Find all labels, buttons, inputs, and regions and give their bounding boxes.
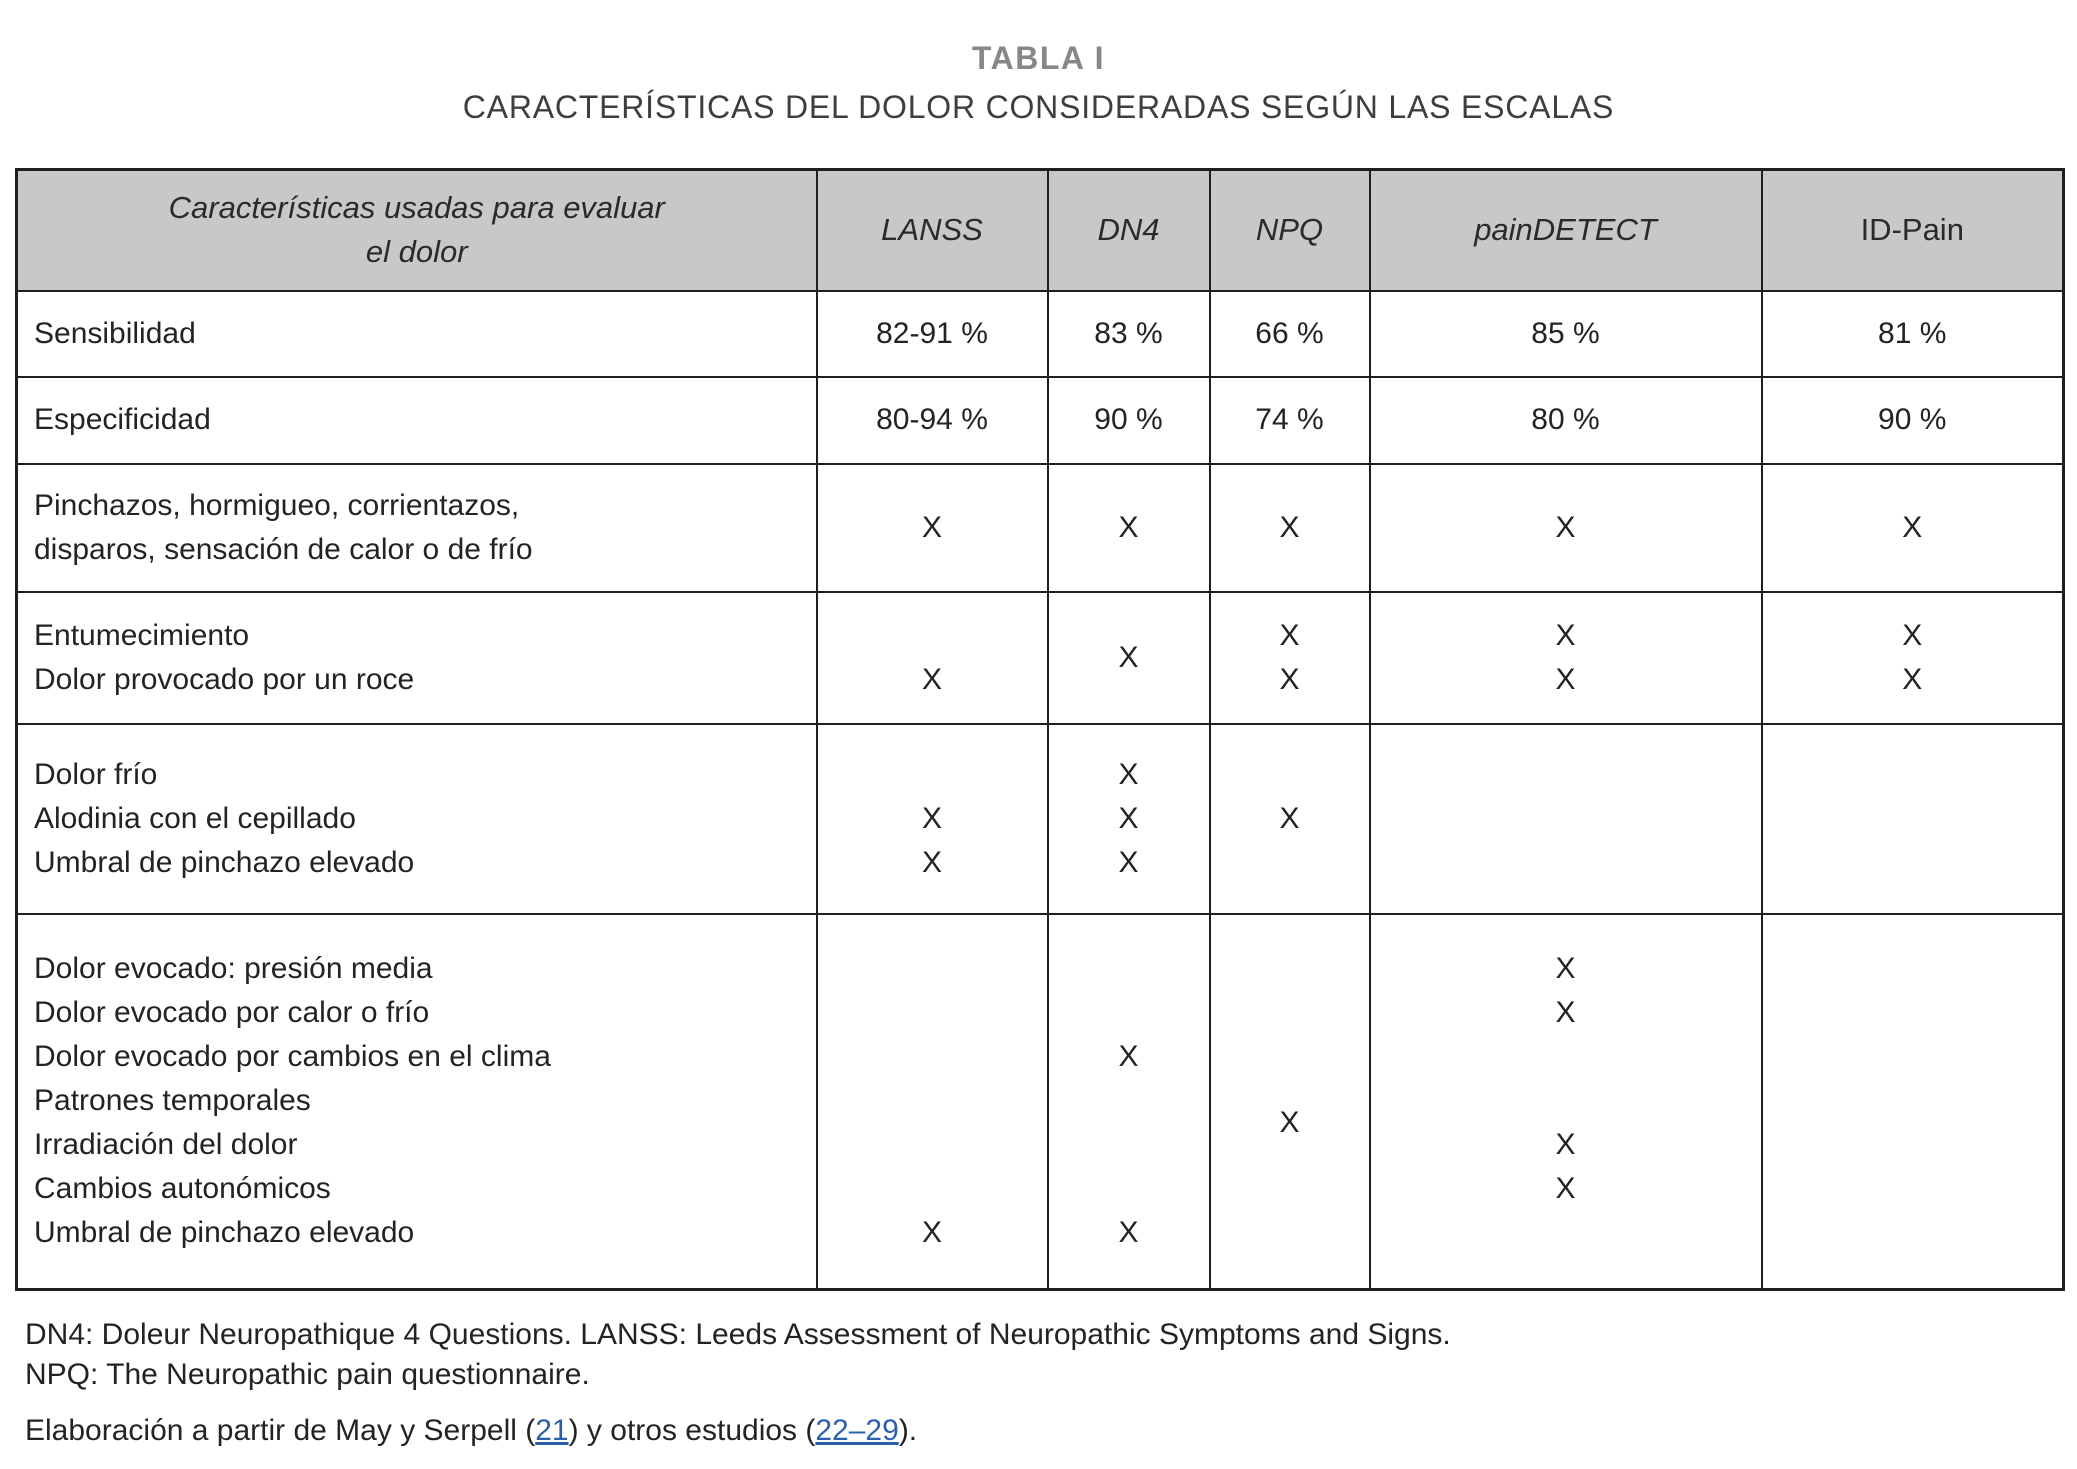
mark-line: X	[1555, 618, 1576, 652]
table-title: CARACTERÍSTICAS DEL DOLOR CONSIDERADAS SEGÚN LAS ESCALAS	[462, 89, 1615, 125]
row-label-line: disparos, sensación de calor o de frío	[34, 532, 533, 566]
mark-line	[1763, 1079, 2063, 1123]
mark-line	[1763, 753, 2063, 797]
mark-line	[818, 991, 1047, 1035]
mark-line	[1763, 947, 2063, 991]
row-label	[17, 914, 817, 1290]
row-label-line: Dolor frío	[34, 757, 158, 791]
mark-line: X	[1279, 662, 1300, 696]
mark-line	[1049, 947, 1209, 991]
mark-line	[818, 753, 1047, 797]
mark-line	[1763, 841, 2063, 885]
row-label-line: Pinchazos, hormigueo, corrientazos,	[34, 488, 520, 522]
row-label-line: Dolor provocado por un roce	[34, 662, 415, 696]
mark-line	[1763, 797, 2063, 841]
mark-line	[1371, 1079, 1761, 1123]
mark-line	[1049, 1079, 1209, 1123]
mark-line: X	[1118, 1216, 1139, 1250]
mark-line: X	[1279, 801, 1300, 835]
mark-line: X	[1555, 996, 1576, 1030]
table-row	[17, 592, 2064, 724]
scale-marks-cell	[1210, 724, 1370, 914]
scale-value-cell: 90 %	[1048, 377, 1210, 464]
scale-value-cell: X	[1210, 464, 1370, 592]
title-block	[15, 40, 2062, 126]
row-label	[17, 464, 817, 592]
footnote-source-mid: ) y otros estudios (	[568, 1414, 816, 1447]
mark-line: X	[1118, 845, 1139, 879]
mark-line	[1049, 1167, 1209, 1211]
column-header-caracteristicas	[17, 170, 817, 291]
row-label-line: Entumecimiento	[34, 618, 250, 652]
scale-value-cell: X	[1370, 464, 1762, 592]
table-row	[17, 724, 2064, 914]
scale-marks-cell	[1762, 724, 2064, 914]
scale-value-cell: 83 %	[1048, 291, 1210, 377]
citation-link-22-29[interactable]: 22–29	[815, 1414, 899, 1447]
mark-line	[818, 1123, 1047, 1167]
mark-line: X	[921, 845, 942, 879]
mark-line: X	[1118, 801, 1139, 835]
scale-marks-cell	[1370, 914, 1762, 1290]
mark-line	[818, 947, 1047, 991]
footnote-source	[25, 1411, 2062, 1451]
scale-value-cell: 82-91 %	[817, 291, 1048, 377]
mark-line	[1211, 991, 1369, 1035]
scale-value-cell: 74 %	[1210, 377, 1370, 464]
row-label-line: Patrones temporales	[34, 1084, 311, 1118]
mark-line: X	[1118, 757, 1139, 791]
header-row	[17, 170, 2064, 291]
column-header-dn4: DN4	[1048, 170, 1210, 291]
citation-link-21[interactable]: 21	[535, 1414, 569, 1447]
row-label	[17, 724, 817, 914]
table-number: TABLA I	[971, 40, 1106, 76]
mark-line: X	[921, 801, 942, 835]
scale-marks-cell	[817, 914, 1048, 1290]
mark-line: X	[1118, 1040, 1139, 1074]
mark-line	[1763, 1167, 2063, 1211]
scale-value-cell: 80-94 %	[817, 377, 1048, 464]
column-header-npq: NPQ	[1210, 170, 1370, 291]
footnote-source-suffix: ).	[898, 1414, 918, 1447]
row-label	[17, 377, 817, 464]
mark-line	[1371, 1035, 1761, 1079]
row-label-line: Especificidad	[34, 403, 211, 436]
scale-marks-cell	[1762, 914, 2064, 1290]
row-label	[17, 291, 817, 377]
mark-line	[1371, 753, 1761, 797]
column-header-line: Características usadas para evaluar	[168, 190, 665, 226]
scale-marks-cell	[1762, 592, 2064, 724]
mark-line: X	[1555, 1172, 1576, 1206]
column-header-line: el dolor	[365, 234, 468, 270]
row-label-line: Alodinia con el cepillado	[34, 801, 356, 835]
scale-value-cell: 81 %	[1762, 291, 2064, 377]
scale-value-cell: X	[1762, 464, 2064, 592]
mark-line	[1211, 947, 1369, 991]
scale-value-cell: 90 %	[1762, 377, 2064, 464]
mark-line	[1371, 797, 1761, 841]
mark-line: X	[1279, 618, 1300, 652]
row-label-line: Umbral de pinchazo elevado	[34, 845, 415, 879]
mark-line	[1763, 1123, 2063, 1167]
mark-line: X	[1555, 662, 1576, 696]
scale-value-cell: X	[1048, 592, 1210, 724]
mark-line: X	[1555, 952, 1576, 986]
mark-line	[818, 1035, 1047, 1079]
row-label-line: Sensibilidad	[34, 316, 196, 350]
mark-line	[818, 1167, 1047, 1211]
scale-marks-cell	[1048, 724, 1210, 914]
row-label-line: Cambios autonómicos	[34, 1172, 331, 1206]
scale-value-cell: X	[817, 464, 1048, 592]
mark-line	[1763, 1035, 2063, 1079]
scale-marks-cell	[1048, 914, 1210, 1290]
footnote-source-prefix: Elaboración a partir de May y Serpell (	[25, 1414, 536, 1447]
mark-line	[1211, 1167, 1369, 1211]
mark-line	[1371, 841, 1761, 885]
scale-marks-cell	[1370, 724, 1762, 914]
table-row	[17, 464, 2064, 592]
table-row	[17, 377, 2064, 464]
row-label-line: Dolor evocado: presión media	[34, 952, 433, 986]
mark-line	[1211, 753, 1369, 797]
mark-line	[1763, 1211, 2063, 1255]
mark-line	[1763, 991, 2063, 1035]
footnote-abbreviations-dn4-lanss: DN4: Doleur Neuropathique 4 Questions. LANSS: Leeds Assessment of Neuropathic Symptoms and Signs.	[25, 1318, 1451, 1351]
scale-marks-cell	[1210, 914, 1370, 1290]
scale-marks-cell	[817, 724, 1048, 914]
mark-line: X	[921, 662, 942, 696]
mark-line	[818, 614, 1047, 658]
mark-line	[1211, 841, 1369, 885]
table-row	[17, 291, 2064, 377]
mark-line: X	[921, 1216, 942, 1250]
mark-line: X	[1279, 1106, 1300, 1140]
row-label-line: Irradiación del dolor	[34, 1128, 298, 1162]
scale-marks-cell	[1370, 592, 1762, 724]
row-label-line: Dolor evocado por calor o frío	[34, 996, 430, 1030]
mark-line: X	[1902, 662, 1923, 696]
table-row	[17, 914, 2064, 1290]
row-label-line: Dolor evocado por cambios en el clima	[34, 1040, 551, 1074]
footnote-abbreviation-npq: NPQ: The Neuropathic pain questionnaire.	[25, 1358, 590, 1391]
mark-line	[1049, 1123, 1209, 1167]
mark-line	[818, 1079, 1047, 1123]
column-header-paindetect: painDETECT	[1370, 170, 1762, 291]
row-label	[17, 592, 817, 724]
scale-marks-cell	[817, 592, 1048, 724]
mark-line	[1211, 1211, 1369, 1255]
scale-marks-cell	[1210, 592, 1370, 724]
mark-line	[1211, 1035, 1369, 1079]
scale-value-cell: 80 %	[1370, 377, 1762, 464]
mark-line	[1371, 1211, 1761, 1255]
column-header-lanss: LANSS	[817, 170, 1048, 291]
mark-line	[1049, 991, 1209, 1035]
mark-line: X	[1555, 1128, 1576, 1162]
scale-value-cell: X	[1048, 464, 1210, 592]
scale-value-cell: 85 %	[1370, 291, 1762, 377]
mark-line: X	[1902, 618, 1923, 652]
row-label-line: Umbral de pinchazo elevado	[34, 1216, 415, 1250]
footnotes	[15, 1315, 2062, 1451]
pain-characteristics-table	[15, 168, 2065, 1291]
column-header-id-pain: ID-Pain	[1762, 170, 2064, 291]
scale-value-cell: 66 %	[1210, 291, 1370, 377]
